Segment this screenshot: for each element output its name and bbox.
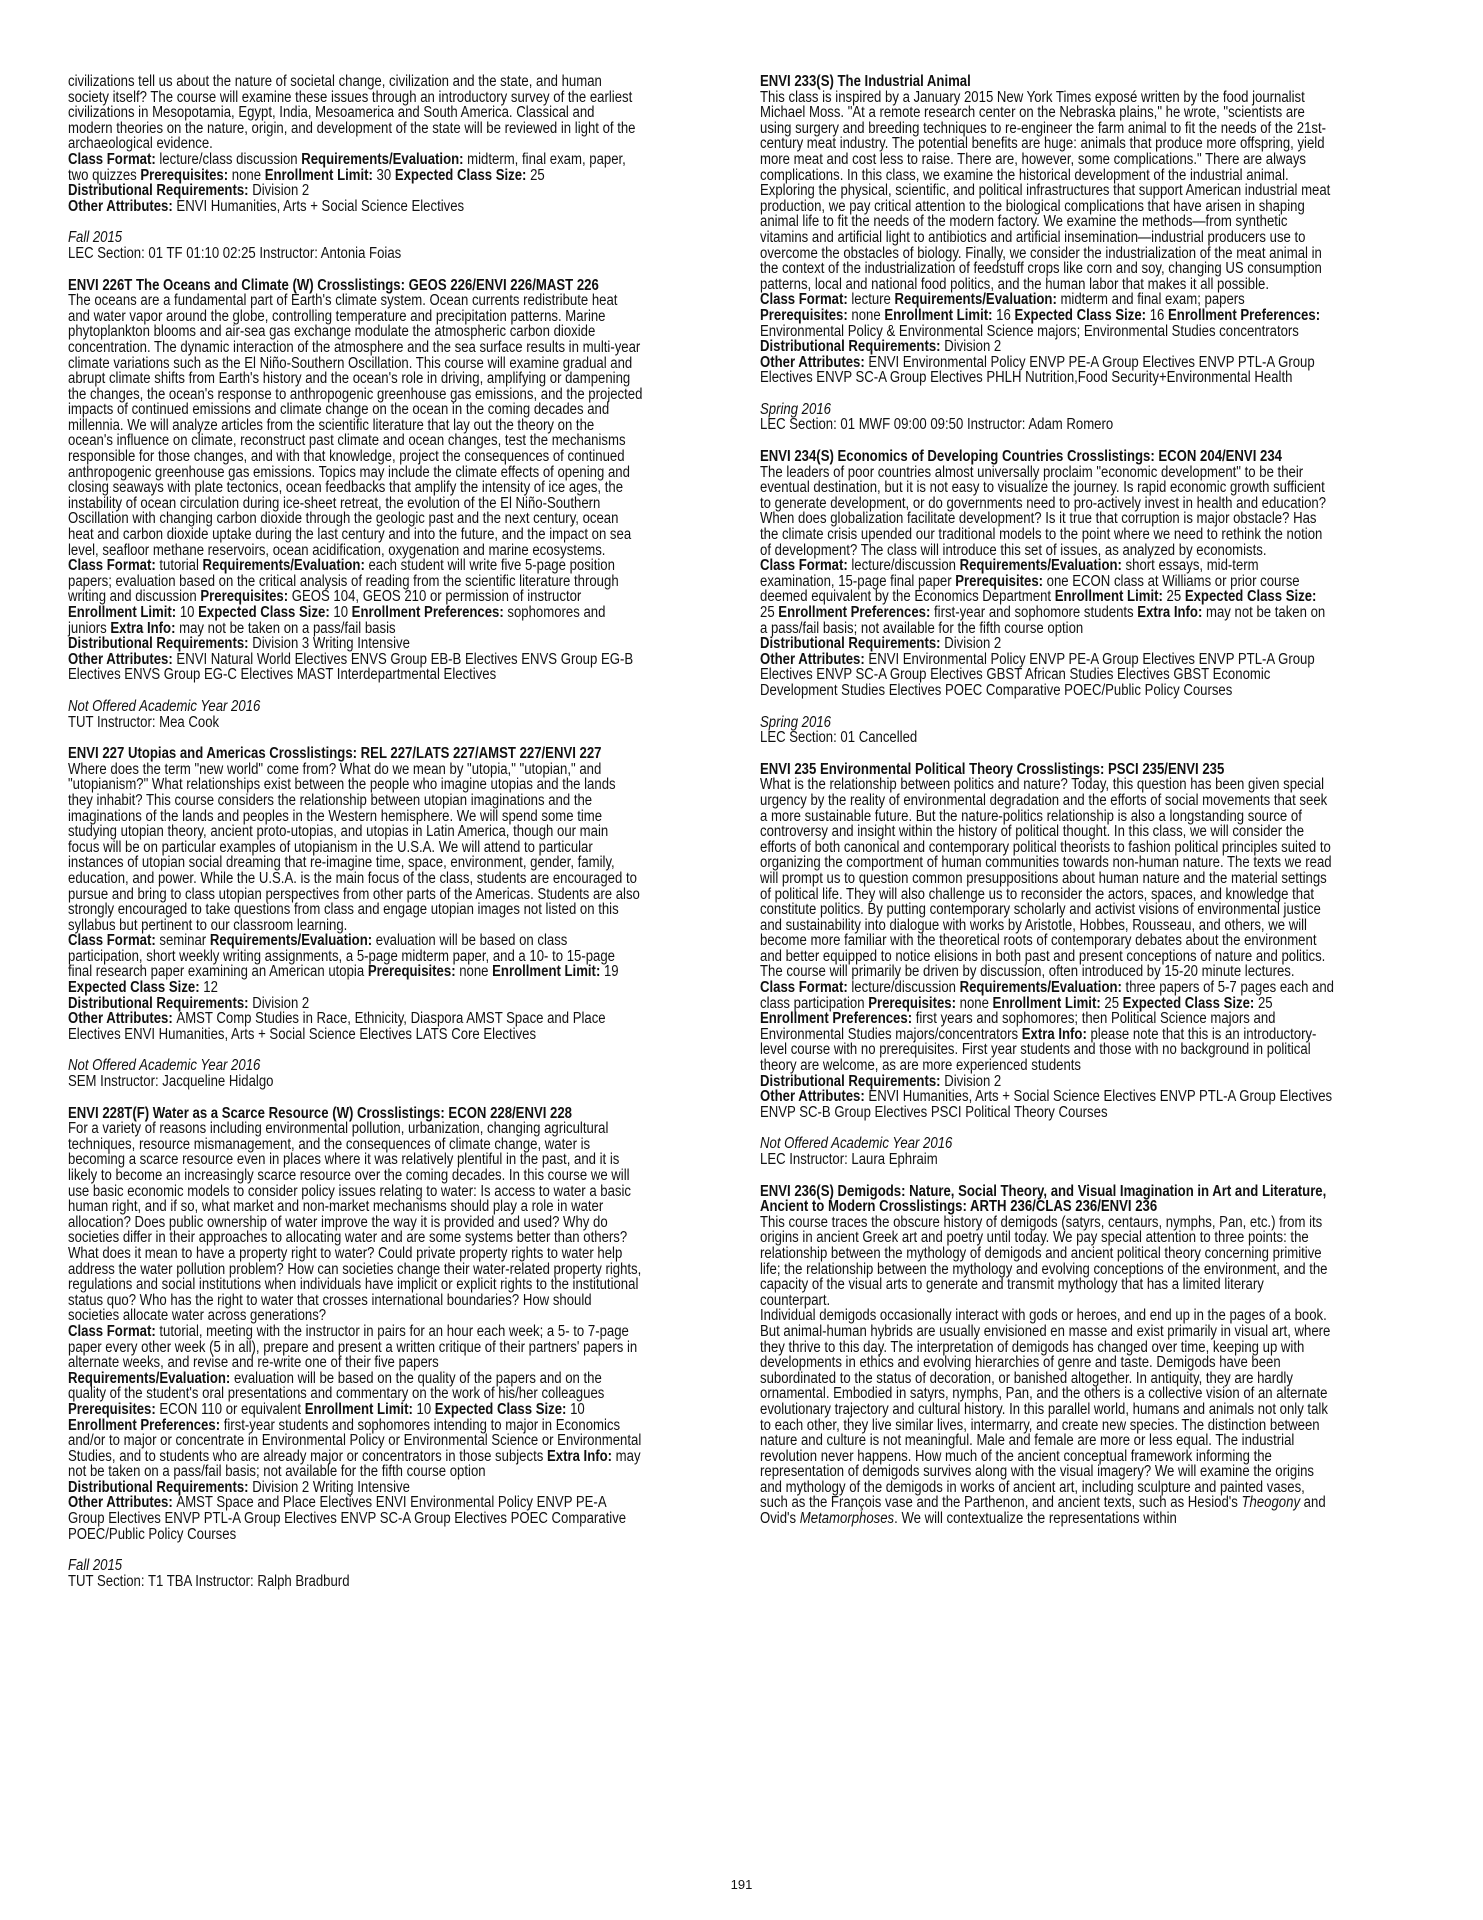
- field-label: Prerequisites:: [955, 572, 1047, 590]
- field-value: first-year students and sophomores intending to major in Economics and/or to major or concentrate in Environmental Policy or Environmental Science or Environmental Studies, and to students who are already major or concentrators in those subjects: [68, 1416, 642, 1465]
- section-info: [68, 230, 642, 261]
- field-label: Requirements/Evaluation:: [301, 150, 468, 168]
- field-label: Expected Class Size:: [1122, 994, 1258, 1012]
- field-value: tutorial: [159, 557, 203, 575]
- section-line: TUT Instructor: Mea Cook: [68, 713, 220, 731]
- field-value: none: [231, 166, 265, 184]
- field-value: sophomores and juniors: [68, 604, 606, 637]
- field-value: ECON 204/ENVI 234: [1158, 448, 1282, 466]
- course-header: [68, 1106, 642, 1122]
- course-detail: [760, 339, 1334, 355]
- course-detail: [760, 355, 1334, 386]
- field-label: Class Format:: [760, 557, 852, 575]
- course-header: [760, 1184, 1334, 1215]
- term-label: Fall 2015: [68, 229, 123, 247]
- field-value: Individual demigods occasionally interact with gods or heroes, and end up in the pages of a book. But animal-human hybrids are usually envisioned en masse and exist primarily in visual art, where they thrive to this day. The interpretation of demigods has changed over time, keeping up with developments in ethics and evolving hierarchies of genre and taste. Demigods have been subordinated to the status of decoration, or banished altogether. In antiquity, they are hardly ornamental. Embodied in satyrs, nymphs, Pan, and the others is a collective vision of an alternate evolutionary trajectory and cultural history. In this parallel world, humans and animals not only talk to each other, they live similar lives, intermarry, and create new species. The distinction between nature and culture is not meaningful. Male and female are more or less equal. The industrial revolution never happens. How much of the ancient conceptual framework informing the representation of demigods survives along with the visual imagery? We will examine the origins and mythology of the demigods in works of ancient art, including sculpture and painted vases, such as the François vase and the Parthenon, and ancient texts, such as Hesiod's: [760, 1307, 1331, 1512]
- section-line: LEC Section: 01 MWF 09:00 09:50 Instructor: Adam Romero: [760, 416, 1114, 434]
- field-label: Distributional Requirements:: [760, 635, 945, 653]
- field-label: Expected Class Size:: [394, 166, 531, 184]
- field-label: Class Format:: [68, 557, 160, 575]
- field-value: . We will contextualize the representations within: [894, 1510, 1177, 1528]
- field-label: Requirements/Evaluation:: [202, 557, 369, 575]
- field-value: seminar: [159, 932, 210, 950]
- field-label: ENVI 235 Environmental Political Theory Crosslistings:: [760, 760, 1108, 778]
- course-detail: [68, 1371, 642, 1402]
- field-label: Extra Info:: [1021, 1025, 1091, 1043]
- field-label: Enrollment Limit:: [1054, 588, 1167, 606]
- field-value: midterm, final exam, paper, two quizzes: [68, 150, 626, 184]
- field-value: and Ovid's: [760, 1494, 1326, 1528]
- field-value: Division 2: [252, 994, 310, 1012]
- field-label: Other Attributes:: [68, 1010, 177, 1028]
- field-label: Prerequisites:: [200, 588, 292, 606]
- field-label: Extra Info:: [1137, 604, 1207, 621]
- field-label: Class Format:: [68, 1322, 160, 1340]
- course-detail: [760, 636, 1334, 652]
- field-value: 30: [376, 166, 395, 184]
- field-value: Division 2: [944, 1072, 1002, 1090]
- course-header: [760, 449, 1334, 465]
- field-label: Prerequisites:: [868, 994, 960, 1012]
- course-detail: [68, 1480, 642, 1496]
- term-label: Not Offered Academic Year 2016: [68, 1057, 261, 1075]
- course-description: What is the relationship between politics and nature? Today, this question has been given special urgency by the reality of environmental degradation and the efforts of social movements that seek a more sustainable future. But the nature-politics relationship is also a longstanding source of controversy and insight within the history of political thought. In this class, we will consider the efforts of both canonical and contemporary political theorists to fashion political principles suited to organizing the comportment of human communities towards non-human nature. The texts we read will prompt us to question common presuppositions about human nature and the material settings of political life. They will also challenge us to reconsider the actors, spaces, and knowledge that constitute politics. By putting contemporary scholarly and activist visions of environmental justice and sustainability into dialogue with works by Aristotle, Hobbes, Rousseau, and others, we will become more familiar with the theoretical roots of contemporary debates about the environment and better equipped to notice elisions in both past and present conceptions of nature and politics. The course will primarily be driven by discussion, often introduced by 15-20 minute lectures.: [760, 776, 1332, 981]
- field-label: Prerequisites:: [760, 306, 852, 324]
- course-detail: [68, 996, 642, 1012]
- field-label: Enrollment Preferences:: [778, 604, 935, 621]
- field-label: Enrollment Limit:: [992, 994, 1105, 1012]
- field-value: 19: [603, 963, 619, 981]
- course-entry: [68, 74, 642, 214]
- field-value: Environmental Policy & Environmental Science majors; Environmental Studies concentrators: [760, 322, 1299, 340]
- field-value: one ECON class at Williams or prior course deemed equivalent by the Economics Department: [760, 572, 1300, 606]
- field-label: Other Attributes:: [68, 650, 177, 668]
- field-label: ENVI 234(S) Economics of Developing Countries Crosslistings:: [760, 448, 1159, 466]
- field-label: Enrollment Limit:: [884, 306, 997, 324]
- field-label: Prerequisites:: [367, 963, 460, 981]
- field-value: Division 2: [252, 182, 310, 200]
- field-value: none: [459, 963, 493, 981]
- field-label: Distributional Requirements:: [68, 994, 253, 1012]
- field-label: Enrollment Limit:: [304, 1400, 417, 1418]
- field-value: each student will write five 5-page position papers; evaluation based on the critical analysis of reading from the scientific literature through writing and discussion: [68, 557, 619, 606]
- field-value: 10: [570, 1400, 585, 1418]
- field-label: Enrollment Preferences:: [760, 1010, 916, 1028]
- field-label: Distributional Requirements:: [68, 1478, 253, 1496]
- field-value: REL 227/LATS 227/AMST 227/ENVI 227: [360, 745, 602, 763]
- course-detail: [760, 652, 1334, 699]
- field-value: evaluation will be based on class participation, short weekly writing assignments, a 5-page midterm paper, and a 10- to 15-page final research paper examining an American utopia: [68, 932, 615, 981]
- course-header: [760, 74, 1334, 90]
- field-label: Class Format:: [68, 150, 160, 168]
- field-label: Expected Class Size:: [198, 604, 334, 621]
- course-detail: [68, 183, 642, 199]
- course-entry: [760, 74, 1334, 386]
- course-entry: [68, 746, 642, 1042]
- field-value: 12: [203, 979, 218, 997]
- field-label: Expected Class Size:: [1014, 306, 1150, 324]
- field-label: ENVI 236(S) Demigods: Nature, Social Theory, and Visual Imagination in Art and Literature, Ancient to Modern Crosslistings:: [760, 1182, 1327, 1216]
- field-value: ECON 110 or equivalent: [159, 1400, 305, 1418]
- field-value: tutorial, meeting with the instructor in pairs for an hour each week; a 5- to 7-page paper every other week (5 in all), prepare and present a written critique of their partners' papers in alternate weeks, and revise and re-write one of their five papers: [68, 1322, 638, 1372]
- field-value: three papers of 5-7 pages each and class participation: [760, 979, 1335, 1012]
- field-value: 10: [333, 604, 352, 621]
- field-value: 25: [1257, 994, 1273, 1012]
- course-detail: [68, 1011, 642, 1042]
- field-value: 16: [996, 306, 1015, 324]
- field-value: PSCI 235/ENVI 235: [1107, 760, 1225, 778]
- course-paragraph: [760, 1308, 1334, 1526]
- section-line: LEC Instructor: Laura Ephraim: [760, 1151, 938, 1168]
- field-label: Distributional Requirements:: [760, 1072, 945, 1090]
- field-value: may not be taken on a pass/fail basis: [179, 619, 396, 637]
- field-value: lecture: [851, 291, 895, 309]
- field-value: Division 2: [944, 635, 1002, 653]
- course-description: This course traces the obscure history of demigods (satyrs, centaurs, nymphs, Pan, etc.) from its origins in ancient Greek art and poetry until today. We pay special attention to three points: the relationship between the mythology of demigods and ancient political theory concerning primitive life; the relationship between the mythology and evolving conceptions of the environment, and the capacity of the visual arts to generate and transmit mythology that has a limited literary counterpart.: [760, 1213, 1328, 1309]
- term-label: Fall 2015: [68, 1557, 123, 1575]
- term-label: Spring 2016: [760, 400, 831, 418]
- field-value: 25: [530, 166, 545, 184]
- course-description: This class is inspired by a January 2015 New York Times exposé written by the food journalist Michael Moss. "At a remote research center on the Nebraska plains," he wrote, "scientists are using surgery and breeding techniques to re-engineer the farm animal to fit the needs of the 21st-century meat industry. The potential benefits are huge: animals that produce more offspring, yield more meat and cost less to raise. There are, however, some complications." There are always complications. In this class, we examine the historical development of the industrial animal. Exploring the physical, scientific, and political infrastructures that support American industrial meat production, we pay critical attention to the biological complications that have arisen in shaping animal life to fit the needs of the modern factory. We examine the methods—from synthetic vitamins and artificial light to antibiotics and artificial insemination—industrial producers use to overcome the obstacles of biology. Finally, we consider the industrialization of the meat animal in the context of the industrialization of feedstuff crops like corn and soy, changing US consumption patterns, local and national food politics, and the human labor that makes it all possible.: [760, 88, 1331, 293]
- section-line: LEC Section: 01 Cancelled: [760, 729, 918, 747]
- field-label: ENVI 228T(F) Water as a Scarce Resource (W) Crosslistings:: [68, 1104, 449, 1122]
- field-label: Other Attributes:: [68, 197, 177, 215]
- field-label: Enrollment Limit:: [264, 166, 377, 184]
- course-detail: [760, 980, 1334, 1074]
- field-label: Other Attributes:: [760, 1088, 869, 1106]
- section-info: [68, 699, 642, 730]
- right-column: [760, 74, 1334, 1543]
- course-detail: [68, 933, 642, 995]
- course-detail: [68, 1324, 642, 1371]
- field-value: none: [851, 306, 885, 324]
- field-value: first-year and sophomore students: [934, 604, 1138, 621]
- section-line: LEC Section: 01 TF 01:10 02:25 Instructor: Antonia Foias: [68, 244, 402, 262]
- field-label: Class Format:: [760, 291, 852, 309]
- course-detail: [760, 1089, 1334, 1120]
- field-label: Requirements/Evaluation:: [209, 932, 376, 950]
- course-detail: [68, 1418, 642, 1480]
- field-label: Extra Info:: [546, 1447, 616, 1465]
- section-info: [760, 1136, 1334, 1167]
- course-entry: [760, 449, 1334, 699]
- field-label: Other Attributes:: [68, 1494, 177, 1512]
- field-value: may not be taken on a pass/fail basis; not available for the fifth course option: [760, 604, 1326, 637]
- field-value: may not be taken on a pass/fail basis; not available for the fifth course option: [68, 1447, 641, 1481]
- field-label: Expected Class Size:: [434, 1400, 571, 1418]
- field-value: ENVI Humanities, Arts + Social Science Electives: [176, 197, 465, 215]
- field-label: Prerequisites:: [140, 166, 232, 184]
- field-label: Distributional Requirements:: [68, 635, 253, 653]
- field-value: Division 2 Writing Intensive: [252, 1478, 410, 1496]
- field-label: Requirements/Evaluation:: [959, 557, 1126, 575]
- field-label: Class Format:: [760, 979, 852, 997]
- field-label: ENVI 227 Utopias and Americas Crosslistings:: [68, 745, 361, 763]
- field-label: Enrollment Limit:: [492, 963, 604, 981]
- field-label: Requirements/Evaluation:: [894, 291, 1061, 309]
- field-label: Class Format:: [68, 932, 160, 950]
- course-description: For a variety of reasons including environmental pollution, urbanization, changing agricultural techniques, resource mismanagement, and the consequences of climate change, water is becoming a scarce resource even in places where it was relatively plentiful in the past, and it is likely to become an increasingly scarce resource over the coming decades. In this course we will use basic economic models to consider policy issues relating to water: Is access to water a basic human right, and if so, what market and non-market mechanisms should play a role in water allocation? Does public ownership of water improve the way it is provided and used? Why do societies differ in their approaches to allocating water and are some systems better than others? What does it mean to have a property right to water? Could private property rights to water help address the water pollution problem? How can societies change their water-related property rights, regulations and social institutions when individuals have implicit or explicit rights to the institutional status quo? Who has the right to water that crosses international boundaries? How should societies allocate water across generations?: [68, 1120, 642, 1325]
- field-value: ENVI Humanities, Arts + Social Science Electives ENVP PTL-A Group Electives ENVP SC-B Group Electives PSCI Political Theory Courses: [760, 1088, 1333, 1121]
- field-value: ENVI Environmental Policy ENVP PE-A Group Electives ENVP PTL-A Group Electives ENVP SC-A Group Electives PHLH Nutrition,Food Security+Environmental Health: [760, 353, 1315, 387]
- course-header: [68, 746, 642, 762]
- course-entry: [760, 762, 1334, 1121]
- field-label: Distributional Requirements:: [68, 182, 253, 200]
- field-label: Prerequisites:: [68, 1400, 160, 1418]
- section-line: TUT Section: T1 TBA Instructor: Ralph Bradburd: [68, 1572, 350, 1590]
- field-label: Other Attributes:: [760, 650, 869, 668]
- field-value: Division 3 Writing Intensive: [252, 635, 410, 653]
- course-detail: [760, 292, 1334, 339]
- course-entry: [68, 1106, 642, 1543]
- course-header: [760, 762, 1334, 778]
- field-label: Expected Class Size:: [1184, 588, 1317, 606]
- course-header: [68, 278, 642, 294]
- term-label: Not Offered Academic Year 2016: [760, 1135, 953, 1153]
- field-value: Division 2: [944, 338, 1002, 356]
- course-detail: [68, 1495, 642, 1542]
- course-detail: [760, 558, 1334, 636]
- course-description: The leaders of poor countries almost universally proclaim "economic development" to be their eventual destination, but it is not easy to visualize the journey. Is rapid economic growth sufficient to generate development, or do governments need to pro-actively invest in health and education? When does globalization facilitate development? Is it true that corruption is major obstacle? Has the climate crisis upended our traditional models to the point where we need to rethink the notion of development? The class will introduce this set of issues, as analyzed by economists.: [760, 463, 1327, 559]
- field-label: Enrollment Preferences:: [1168, 306, 1321, 324]
- course-detail: [760, 1074, 1334, 1090]
- course-detail: [68, 199, 642, 215]
- field-value: 25: [760, 604, 779, 621]
- field-value: evaluation will be based on the quality of the papers and on the quality of the student's oral presentations and commentary on the work of his/her colleagues: [68, 1369, 605, 1403]
- field-value: AMST Space and Place Electives ENVI Environmental Policy ENVP PE-A Group Electives ENVP PTL-A Group Electives ENVP SC-A Group Electives POEC Comparative POEC/Public Policy Courses: [68, 1494, 627, 1543]
- section-info: [68, 1058, 642, 1089]
- section-info: [68, 1558, 642, 1589]
- term-label: Spring 2016: [760, 713, 831, 731]
- section-info: [760, 402, 1334, 433]
- course-description: civilizations tell us about the nature of societal change, civilization and the state, and human society itself? The course will examine these issues through an introductory survey of the earliest civilizations in Mesopotamia, Egypt, India, Mesoamerica and South America. Classical and modern theories on the nature, origin, and development of the state will be reviewed in light of the archaeological evidence.: [68, 73, 636, 153]
- field-label: Enrollment Preferences:: [351, 604, 508, 621]
- field-label: Distributional Requirements:: [760, 338, 945, 356]
- field-value: lecture/class discussion: [159, 150, 302, 168]
- field-value: Metamorphoses: [799, 1510, 895, 1528]
- section-line: SEM Instructor: Jacqueline Hidalgo: [68, 1073, 274, 1091]
- field-label: Extra Info:: [110, 619, 180, 637]
- course-detail: [68, 558, 642, 636]
- course-detail: [68, 1402, 642, 1418]
- field-value: 10: [179, 604, 199, 621]
- field-label: ENVI 233(S) The Industrial Animal: [760, 73, 971, 90]
- field-label: ENVI 226T The Oceans and Climate (W) Crosslistings:: [68, 276, 409, 294]
- field-label: Requirements/Evaluation:: [68, 1369, 234, 1387]
- field-label: Requirements/Evaluation:: [959, 979, 1126, 997]
- field-value: midterm and final exam; papers: [1060, 291, 1245, 309]
- course-detail: [68, 652, 642, 683]
- field-value: please note that this is an introductory-level course with no prerequisites. First year students and those with no background in political theory are welcome, as are more experienced students: [760, 1025, 1317, 1075]
- field-label: Enrollment Preferences:: [68, 1416, 224, 1434]
- field-value: none: [959, 994, 993, 1012]
- field-value: 10: [416, 1400, 435, 1418]
- course-detail: [68, 152, 642, 183]
- field-value: GEOS 104, GEOS 210 or permission of instructor: [291, 588, 582, 606]
- section-info: [760, 715, 1334, 746]
- field-value: 16: [1149, 306, 1169, 324]
- field-value: ENVI Natural World Electives ENVS Group EB-B Electives ENVS Group EG-B Electives ENVS Group EG-C Electives MAST Interdepartmental Electives: [68, 650, 634, 684]
- page-number: 191: [730, 1877, 753, 1892]
- course-description: The oceans are a fundamental part of Earth's climate system. Ocean currents redistribute heat and water vapor around the globe, controlling temperature and precipitation patterns. Marine phytoplankton blooms and air-sea gas exchange modulate the atmospheric carbon dioxide concentration. The dynamic interaction of the atmosphere and the sea surface results in multi-year climate variations such as the El Niño-Southern Oscillation. This course will examine gradual and abrupt climate shifts from Earth's history and the ocean's role in driving, amplifying or dampening the changes, the ocean's response to anthropogenic greenhouse gas emissions, and the projected impacts of continued emissions and climate change on the ocean in the coming decades and millennia. We will analyze articles from the scientific literature that lay out the theory on the ocean's influence on climate, reconstruct past climate and ocean changes, test the mechanisms responsible for those changes, and with that knowledge, project the consequences of continued anthropogenic greenhouse gas emissions. Topics may include the climate effects of opening and closing seaways with plate tectonics, ocean feedbacks that amplify the intensity of ice ages, the instability of ocean circulation during ice-sheet retreat, the evolution of the El Niño-Southern Oscillation with changing carbon dioxide through the geologic past and the next century, ocean heat and carbon dioxide uptake during the last century and into the future, and the impact on sea level, seafloor methane reservoirs, ocean acidification, oxygenation and marine ecosystems.: [68, 292, 643, 559]
- field-value: lecture/discussion: [851, 979, 960, 997]
- field-value: Theogony: [1241, 1494, 1301, 1512]
- field-value: first years and sophomores; then Political Science majors and Environmental Studies majors/concentrators: [760, 1010, 1276, 1043]
- left-column: [68, 74, 642, 1605]
- field-value: AMST Comp Studies in Race, Ethnicity, Diaspora AMST Space and Place Electives ENVI Humanities, Arts + Social Science Electives LATS Core Electives: [68, 1010, 606, 1043]
- field-value: ECON 228/ENVI 228: [448, 1104, 573, 1122]
- course-detail: [68, 636, 642, 652]
- field-label: Enrollment Limit:: [68, 604, 180, 621]
- field-value: ARTH 236/CLAS 236/ENVI 236: [970, 1198, 1158, 1216]
- field-value: 25: [1104, 994, 1123, 1012]
- course-entry: [760, 1184, 1334, 1527]
- field-label: Other Attributes:: [760, 353, 869, 371]
- course-description: Where does the term "new world" come from? What do we mean by "utopia," "utopian," and "utopianism?" What relationships exist between the people who imagine utopias and the lands they inhabit? This course considers the relationship between utopian imaginations and the imaginations of the lands and peoples in the Western hemisphere. We will spend some time studying utopian theory, ancient proto-utopias, and utopias in Latin America, though our main focus will be on particular examples of utopianism in the U.S.A. We will attend to particular instances of utopian social dreaming that re-imagine time, space, environment, gender, family, education, and power. While the U.S.A. is the main focus of the class, students are encouraged to pursue and bring to class utopian perspectives from other parts of the Americas. Students are also strongly encouraged to take questions from class and engage utopian images not listed on this syllabus but pertinent to our classroom learning.: [68, 760, 640, 934]
- field-label: Expected Class Size:: [68, 979, 204, 997]
- field-value: short essays, mid-term examination, 15-page final paper: [760, 557, 1259, 590]
- field-value: GEOS 226/ENVI 226/MAST 226: [408, 276, 599, 294]
- field-value: 25: [1166, 588, 1185, 606]
- field-value: ENVI Environmental Policy ENVP PE-A Group Electives ENVP PTL-A Group Electives ENVP SC-A Group Electives GBST African Studies Electives GBST Economic Development Studies Electives POEC Comparative POEC/Public Policy Courses: [760, 650, 1315, 699]
- field-value: lecture/discussion: [851, 557, 960, 575]
- course-entry: [68, 278, 642, 683]
- term-label: Not Offered Academic Year 2016: [68, 697, 261, 715]
